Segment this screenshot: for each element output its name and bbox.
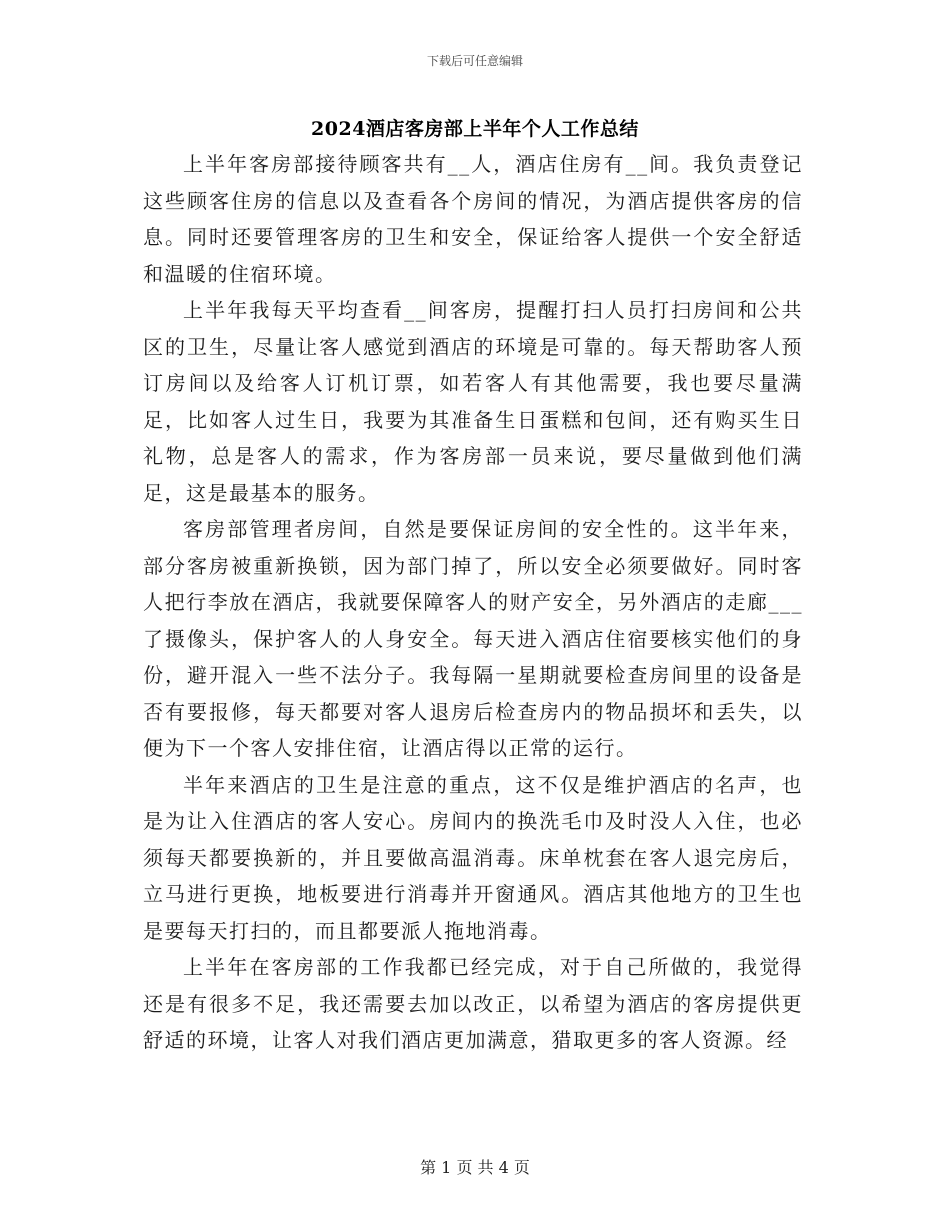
document-body [143,146,803,1059]
document-title: 2024酒店客房部上半年个人工作总结 [311,118,639,140]
page-footer: 第 1 页 共 4 页 [420,1158,530,1177]
paragraph-3: 客房部管理者房间，自然是要保证房间的安全性的。这半年来，部分客房被重新换锁，因为部门掉了，所以安全必须要做好。同时客人把行李放在酒店，我就要保障客人的财产安全，另外酒店的走廊___了摄像头，保护客人的人身安全。每天进入酒店住宿要核实他们的身份，避开混入一些不法分子。我每隔一星期就要检查房间里的设备是否有要报修，每天都要对客人退房后检查房内的物品损坏和丢失，以便为下一个客人安排住宿，让酒店得以正常的运行。 [143,517,803,760]
paragraph-1: 上半年客房部接待顾客共有__人，酒店住房有__间。我负责登记这些顾客住房的信息以及查看各个房间的情况，为酒店提供客房的信息。同时还要管理客房的卫生和安全，保证给客人提供一个安全舒适和温暖的住宿环境。 [143,152,803,286]
paragraph-5: 上半年在客房部的工作我都已经完成，对于自己所做的，我觉得还是有很多不足，我还需要去加以改正，以希望为酒店的客房提供更舒适的环境，让客人对我们酒店更加满意，猎取更多的客人资源。经 [143,955,803,1052]
paragraph-4: 半年来酒店的卫生是注意的重点，这不仅是维护酒店的名声，也是为让入住酒店的客人安心。房间内的换洗毛巾及时没人入住，也必须每天都要换新的，并且要做高温消毒。床单枕套在客人退完房后，立马进行更换，地板要进行消毒并开窗通风。酒店其他地方的卫生也是要每天打扫的，而且都要派人拖地消毒。 [143,772,803,943]
header-note: 下载后可任意编辑 [426,54,523,68]
paragraph-2: 上半年我每天平均查看__间客房，提醒打扫人员打扫房间和公共区的卫生，尽量让客人感觉到酒店的环境是可靠的。每天帮助客人预订房间以及给客人订机订票，如若客人有其他需要，我也要尽量满足，比如客人过生日，我要为其准备生日蛋糕和包间，还有购买生日礼物，总是客人的需求，作为客房部一员来说，要尽量做到他们满足，这是最基本的服务。 [143,298,803,505]
